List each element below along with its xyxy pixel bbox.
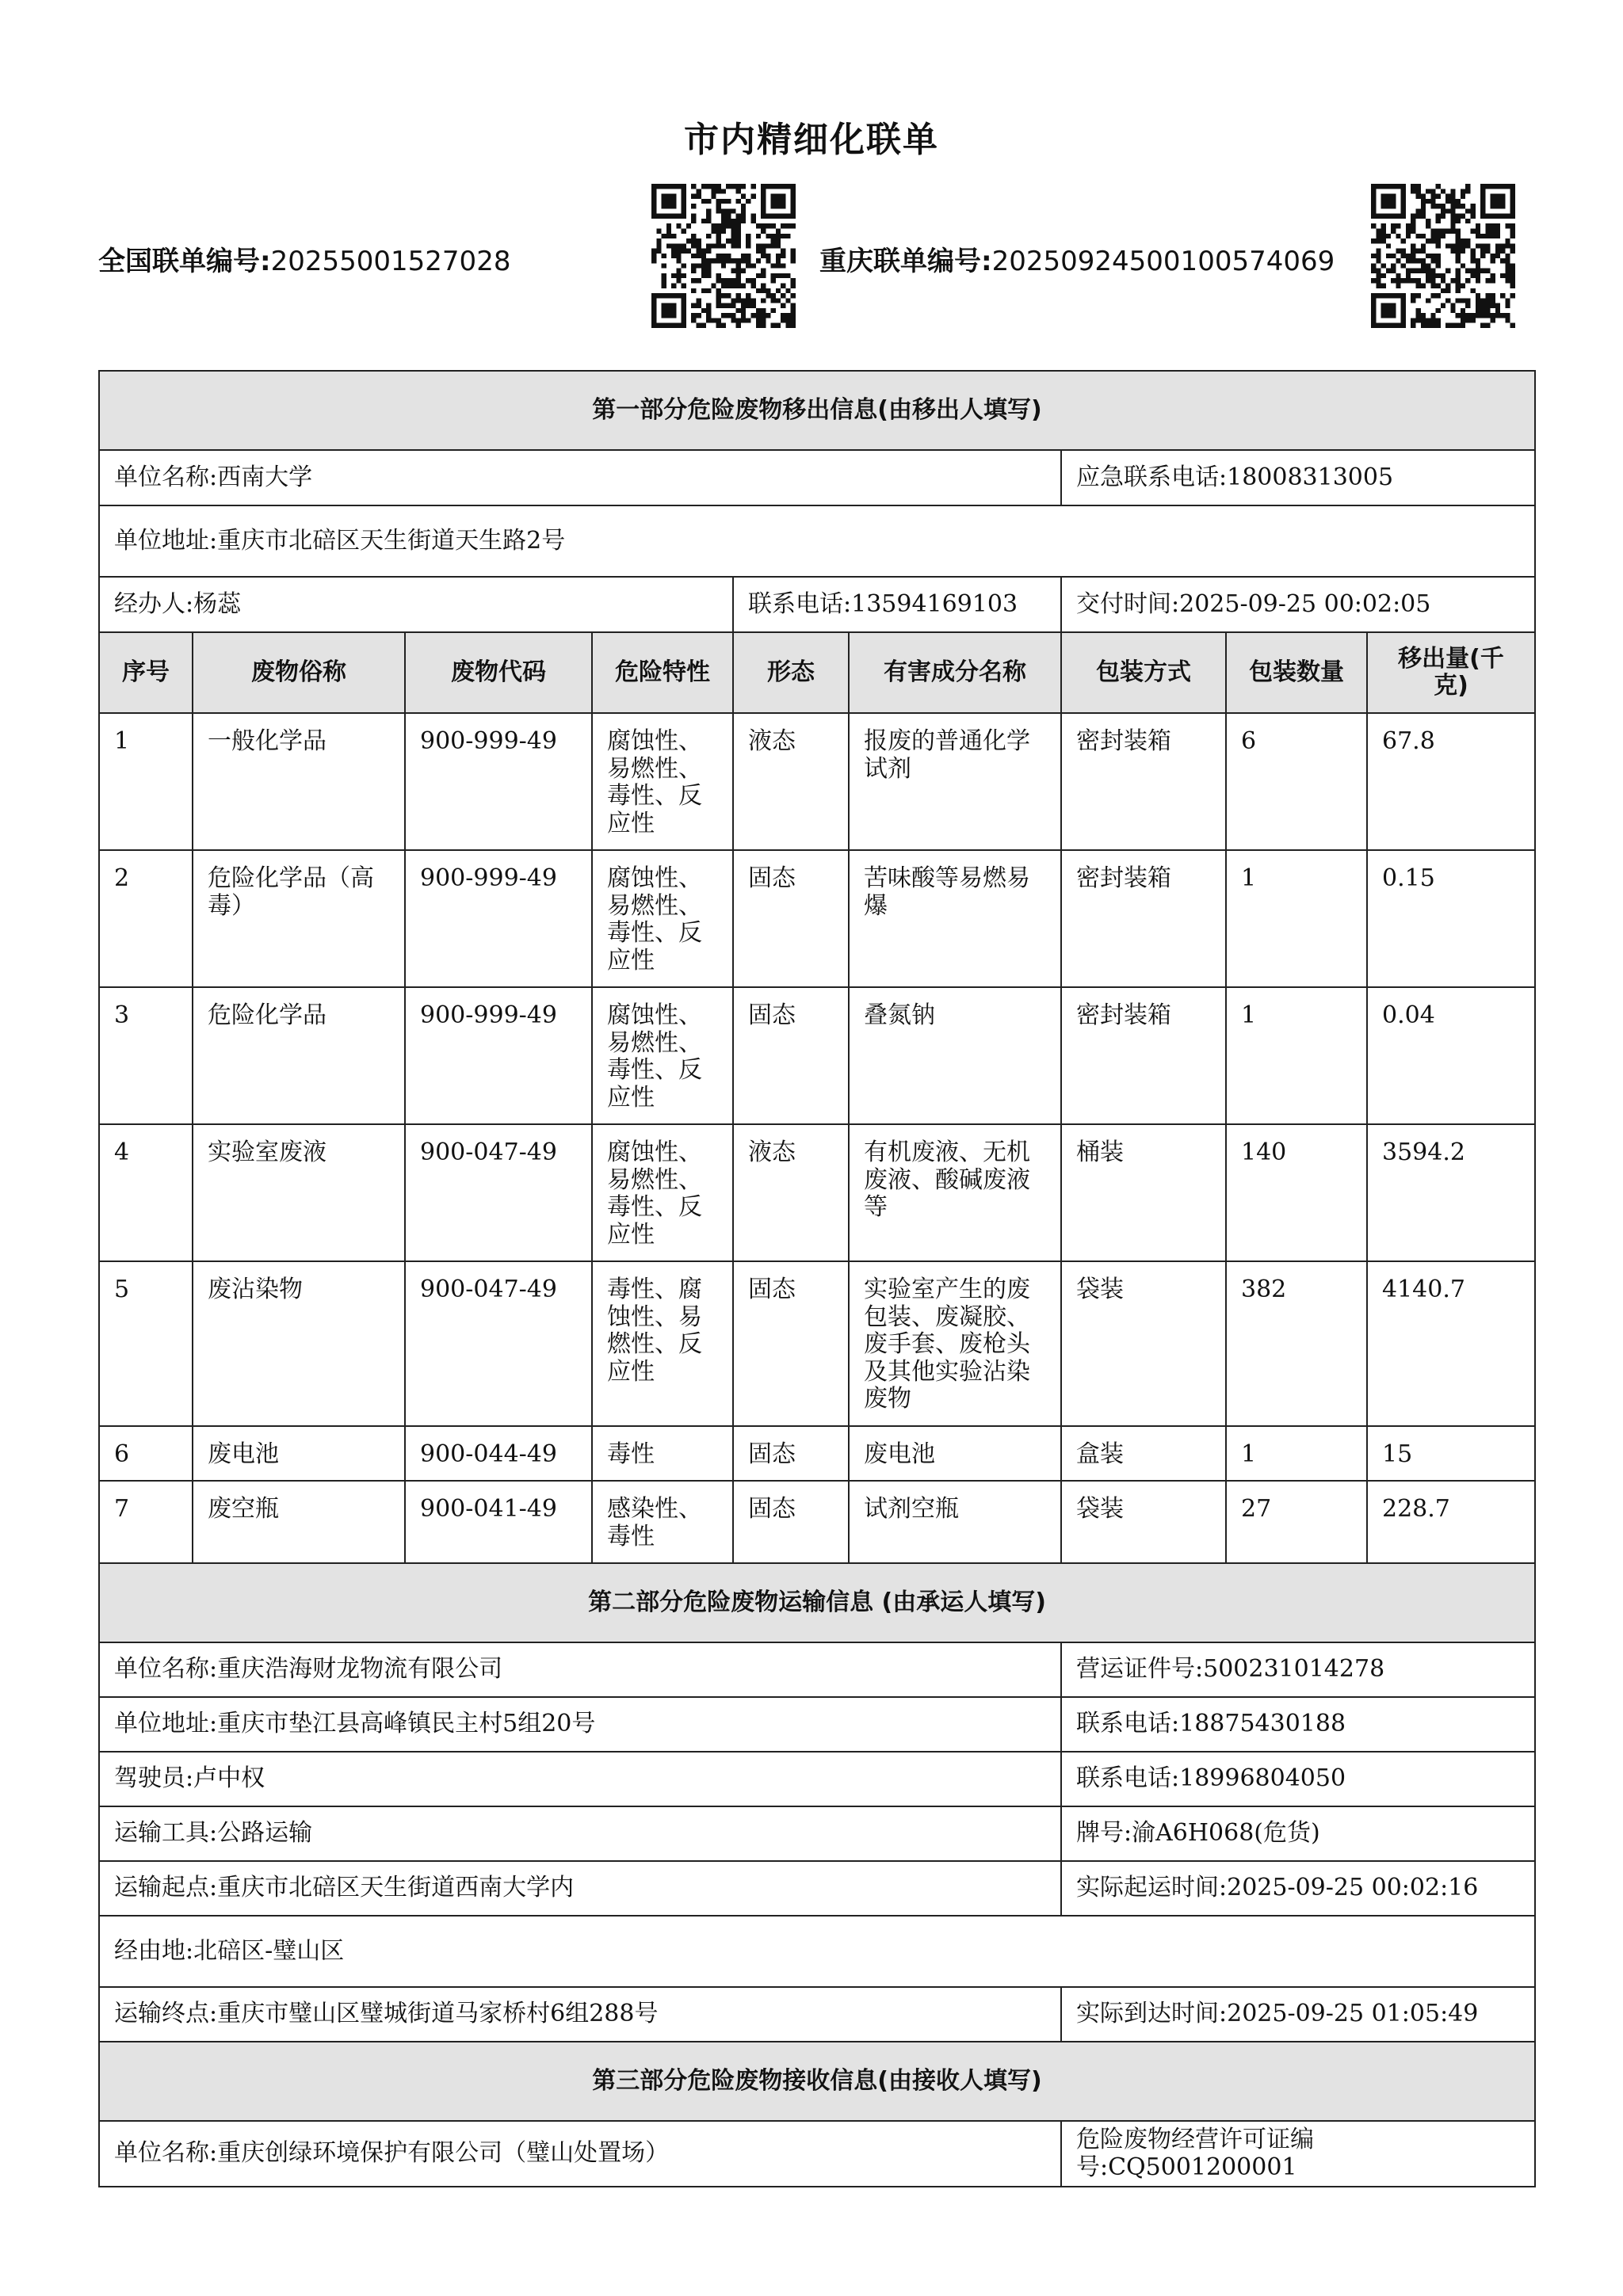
- cell-code: 900-047-49: [405, 1261, 592, 1426]
- cell-package: 盒装: [1061, 1426, 1226, 1481]
- table-row: [99, 713, 1535, 850]
- part3-unit-name: 单位名称:重庆创绿环境保护有限公司（璧山处置场）: [99, 2121, 1061, 2187]
- part2-driver-phone: 联系电话:18996804050: [1061, 1752, 1535, 1806]
- cell-package: 密封装箱: [1061, 850, 1226, 987]
- cell-hazard: 腐蚀性、易燃性、毒性、反应性: [592, 713, 733, 850]
- table-row: [99, 1124, 1535, 1261]
- cell-component: 报废的普通化学试剂: [849, 713, 1061, 850]
- cell-no: 4: [99, 1124, 193, 1261]
- column-header: 有害成分名称: [849, 632, 1061, 713]
- cell-amount: 3594.2: [1367, 1124, 1535, 1261]
- table-row: [99, 1481, 1535, 1563]
- part1-address: 单位地址:重庆市北碚区天生街道天生路2号: [99, 505, 1535, 577]
- column-header: 危险特性: [592, 632, 733, 713]
- part2-origin: 运输起点:重庆市北碚区天生街道西南大学内: [99, 1861, 1061, 1916]
- cell-name: 危险化学品（高毒）: [193, 850, 405, 987]
- table-row: [99, 1426, 1535, 1481]
- cell-no: 5: [99, 1261, 193, 1426]
- column-header: 包装数量: [1226, 632, 1367, 713]
- cell-form: 固态: [733, 1426, 849, 1481]
- cell-code: 900-044-49: [405, 1426, 592, 1481]
- cell-code: 900-999-49: [405, 713, 592, 850]
- column-header: 序号: [99, 632, 193, 713]
- part2-phone: 联系电话:18875430188: [1061, 1697, 1535, 1752]
- table-row: [99, 987, 1535, 1124]
- cell-name: 废沾染物: [193, 1261, 405, 1426]
- cell-qty: 1: [1226, 850, 1367, 987]
- part2-driver: 驾驶员:卢中权: [99, 1752, 1061, 1806]
- cell-code: 900-047-49: [405, 1124, 592, 1261]
- cell-component: 废电池: [849, 1426, 1061, 1481]
- cell-form: 固态: [733, 1481, 849, 1563]
- cell-name: 废空瓶: [193, 1481, 405, 1563]
- manifest-table: [98, 370, 1536, 2187]
- national-form-number-label: 全国联单编号:: [98, 246, 271, 277]
- cell-qty: 1: [1226, 987, 1367, 1124]
- cell-no: 3: [99, 987, 193, 1124]
- column-header: 形态: [733, 632, 849, 713]
- cell-package: 桶装: [1061, 1124, 1226, 1261]
- cell-form: 固态: [733, 987, 849, 1124]
- column-header: 废物代码: [405, 632, 592, 713]
- chongqing-form-number-value: 20250924500100574069: [991, 246, 1335, 277]
- cell-form: 固态: [733, 1261, 849, 1426]
- cell-name: 危险化学品: [193, 987, 405, 1124]
- national-form-number: [98, 239, 510, 278]
- part2-transport-tool: 运输工具:公路运输: [99, 1806, 1061, 1861]
- cell-no: 1: [99, 713, 193, 850]
- part1-emergency-phone: 应急联系电话:18008313005: [1061, 450, 1535, 505]
- part3-permit-no: 危险废物经营许可证编号:CQ5001200001: [1061, 2121, 1535, 2187]
- cell-amount: 0.15: [1367, 850, 1535, 987]
- table-row: [99, 1261, 1535, 1426]
- cell-amount: 67.8: [1367, 713, 1535, 850]
- cell-qty: 1: [1226, 1426, 1367, 1481]
- part1-title: 第一部分危险废物移出信息(由移出人填写): [99, 371, 1535, 450]
- cell-qty: 382: [1226, 1261, 1367, 1426]
- cell-amount: 4140.7: [1367, 1261, 1535, 1426]
- cell-code: 900-041-49: [405, 1481, 592, 1563]
- cell-code: 900-999-49: [405, 850, 592, 987]
- cell-amount: 228.7: [1367, 1481, 1535, 1563]
- column-header-row: [99, 632, 1535, 713]
- part2-title: 第二部分危险废物运输信息 (由承运人填写): [99, 1563, 1535, 1642]
- cell-no: 6: [99, 1426, 193, 1481]
- cell-qty: 6: [1226, 713, 1367, 850]
- part1-delivery-time: 交付时间:2025-09-25 00:02:05: [1061, 577, 1535, 632]
- part2-destination: 运输终点:重庆市璧山区璧城街道马家桥村6组288号: [99, 1987, 1061, 2042]
- cell-no: 2: [99, 850, 193, 987]
- qr-code-icon: [1371, 184, 1515, 328]
- part2-arrive-time: 实际到达时间:2025-09-25 01:05:49: [1061, 1987, 1535, 2042]
- part3-title: 第三部分危险废物接收信息(由接收人填写): [99, 2042, 1535, 2121]
- cell-form: 液态: [733, 1124, 849, 1261]
- part1-phone: 联系电话:13594169103: [733, 577, 1061, 632]
- cell-hazard: 腐蚀性、易燃性、毒性、反应性: [592, 987, 733, 1124]
- cell-name: 废电池: [193, 1426, 405, 1481]
- cell-hazard: 腐蚀性、易燃性、毒性、反应性: [592, 850, 733, 987]
- cell-component: 有机废液、无机废液、酸碱废液等: [849, 1124, 1061, 1261]
- part2-plate: 牌号:渝A6H068(危货): [1061, 1806, 1535, 1861]
- chongqing-form-number: [819, 239, 1335, 278]
- cell-component: 试剂空瓶: [849, 1481, 1061, 1563]
- part2-via: 经由地:北碚区-璧山区: [99, 1916, 1535, 1987]
- cell-component: 实验室产生的废包装、废凝胶、废手套、废枪头及其他实验沾染废物: [849, 1261, 1061, 1426]
- column-header: 移出量(千克): [1367, 632, 1535, 713]
- cell-no: 7: [99, 1481, 193, 1563]
- table-row: [99, 850, 1535, 987]
- part1-unit-name: 单位名称:西南大学: [99, 450, 1061, 505]
- cell-package: 袋装: [1061, 1481, 1226, 1563]
- cell-package: 密封装箱: [1061, 987, 1226, 1124]
- part1-handler: 经办人:杨蕊: [99, 577, 733, 632]
- chongqing-form-number-label: 重庆联单编号:: [819, 246, 992, 277]
- cell-form: 液态: [733, 713, 849, 850]
- cell-package: 袋装: [1061, 1261, 1226, 1426]
- cell-form: 固态: [733, 850, 849, 987]
- cell-package: 密封装箱: [1061, 713, 1226, 850]
- qr-code-icon: [651, 184, 796, 328]
- cell-hazard: 毒性、腐蚀性、易燃性、反应性: [592, 1261, 733, 1426]
- cell-component: 苦味酸等易燃易爆: [849, 850, 1061, 987]
- part2-address: 单位地址:重庆市垫江县高峰镇民主村5组20号: [99, 1697, 1061, 1752]
- part2-depart-time: 实际起运时间:2025-09-25 00:02:16: [1061, 1861, 1535, 1916]
- cell-qty: 140: [1226, 1124, 1367, 1261]
- cell-hazard: 感染性、毒性: [592, 1481, 733, 1563]
- page-title: 市内精细化联单: [684, 120, 939, 160]
- cell-name: 一般化学品: [193, 713, 405, 850]
- cell-hazard: 毒性: [592, 1426, 733, 1481]
- cell-name: 实验室废液: [193, 1124, 405, 1261]
- national-form-number-value: 20255001527028: [270, 246, 511, 277]
- column-header: 废物俗称: [193, 632, 405, 713]
- part2-license-no: 营运证件号:500231014278: [1061, 1642, 1535, 1697]
- cell-qty: 27: [1226, 1481, 1367, 1563]
- column-header: 包装方式: [1061, 632, 1226, 713]
- cell-hazard: 腐蚀性、易燃性、毒性、反应性: [592, 1124, 733, 1261]
- part2-unit-name: 单位名称:重庆浩海财龙物流有限公司: [99, 1642, 1061, 1697]
- cell-component: 叠氮钠: [849, 987, 1061, 1124]
- cell-amount: 0.04: [1367, 987, 1535, 1124]
- cell-code: 900-999-49: [405, 987, 592, 1124]
- cell-amount: 15: [1367, 1426, 1535, 1481]
